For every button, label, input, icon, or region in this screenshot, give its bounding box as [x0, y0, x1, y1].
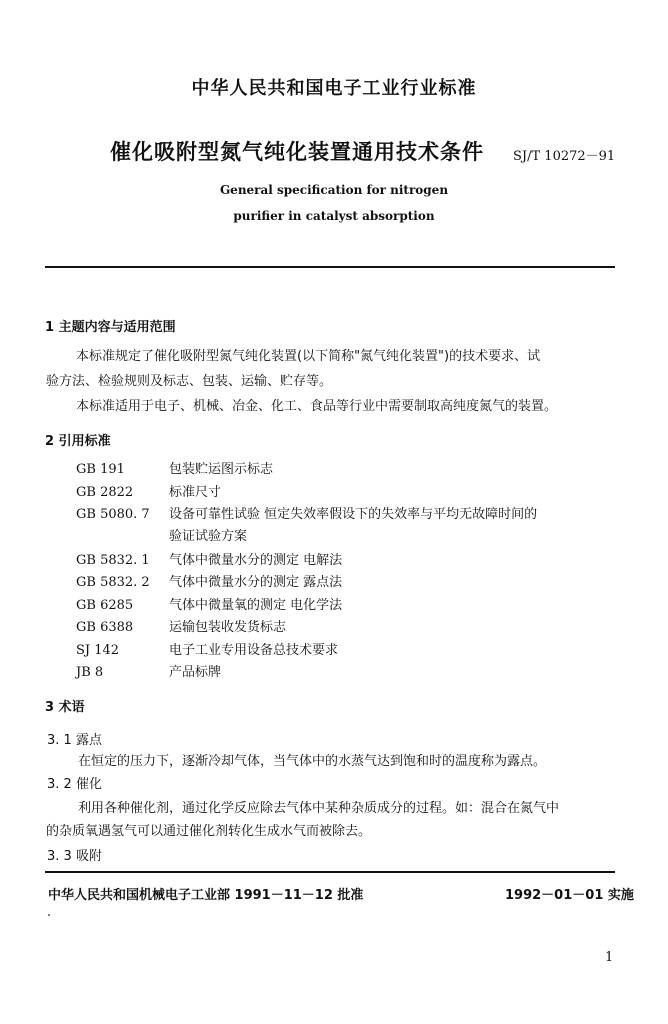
reference-row [76, 549, 342, 568]
reference-title: 产品标牌 [169, 665, 222, 680]
section-3-heading: 3 术语 [45, 700, 85, 715]
reference-row [76, 503, 537, 522]
reference-title: 验证试验方案 [169, 529, 248, 544]
reference-row [76, 458, 273, 477]
reference-title: 气体中微量氧的测定 电化学法 [169, 598, 343, 613]
reference-title: 气体中微量水分的测定 电解法 [169, 553, 343, 568]
reference-code: GB 6388 [76, 620, 134, 635]
scan-speck [48, 914, 50, 916]
reference-row [76, 661, 221, 680]
section-1-paragraph-2: 本标准适用于电子、机械、冶金、化工、食品等行业中需要制取高纯度氮气的装置。 [76, 399, 558, 414]
reference-code: GB 6285 [76, 598, 134, 613]
reference-row [76, 571, 342, 590]
section-1-paragraph-1-line-1: 本标准规定了催化吸附型氮气纯化装置(以下简称"氮气纯化装置")的技术要求、试 [76, 349, 541, 364]
term-3-2-line-1: 利用各种催化剂，通过化学反应除去气体中某种杂质成分的过程。如：混合在氮气中 [78, 801, 560, 816]
reference-code: SJ 142 [76, 643, 120, 658]
term-3-2-line-2: 的杂质氧遇氢气可以通过催化剂转化生成水气而被除去。 [46, 824, 372, 839]
section-1-heading: 1 主题内容与适用范围 [45, 320, 176, 335]
term-3-3-heading: 3. 3 吸附 [47, 849, 102, 864]
header-divider [45, 266, 615, 268]
reference-code: JB 8 [76, 665, 104, 680]
reference-code: GB 191 [76, 462, 125, 477]
reference-title: 标准尺寸 [169, 485, 222, 500]
term-3-1-text: 在恒定的压力下，逐渐冷却气体，当气体中的水蒸气达到饱和时的温度称为露点。 [78, 754, 547, 769]
term-3-1-heading: 3. 1 露点 [47, 733, 102, 748]
industry-standard-heading: 中华人民共和国电子工业行业标准 [191, 78, 477, 99]
reference-title: 电子工业专用设备总技术要求 [169, 643, 339, 658]
reference-title: 运输包装收发货标志 [169, 620, 287, 635]
footer-divider [45, 871, 615, 873]
document-title: 催化吸附型氮气纯化装置通用技术条件 [110, 140, 484, 164]
implementation-date: 1992－01－01 实施 [505, 888, 634, 903]
section-2-heading: 2 引用标准 [45, 434, 111, 449]
term-3-2-heading: 3. 2 催化 [47, 777, 102, 792]
english-title-line2: purifier in catalyst absorption [233, 209, 435, 223]
standard-number: SJ/T 10272－91 [513, 149, 616, 164]
reference-title: 包装贮运图示标志 [169, 462, 274, 477]
reference-code: GB 5832. 1 [76, 553, 150, 568]
page-number: 1 [605, 950, 614, 965]
english-title-line1: General specification for nitrogen [219, 183, 449, 197]
reference-title: 设备可靠性试验 恒定失效率假设下的失效率与平均无故障时间的 [169, 507, 538, 522]
reference-code: GB 5832. 2 [76, 575, 150, 590]
reference-row [76, 639, 338, 658]
approval-line: 中华人民共和国机械电子工业部 1991－11－12 批准 [48, 888, 364, 903]
reference-row [76, 616, 286, 635]
reference-title: 气体中微量水分的测定 露点法 [169, 575, 343, 590]
reference-row [76, 594, 342, 613]
reference-code: GB 5080. 7 [76, 507, 150, 522]
reference-code: GB 2822 [76, 485, 134, 500]
reference-row [76, 481, 221, 500]
reference-row [76, 525, 247, 544]
section-1-paragraph-1-line-2: 验方法、检验规则及标志、包装、运输、贮存等。 [46, 374, 333, 389]
